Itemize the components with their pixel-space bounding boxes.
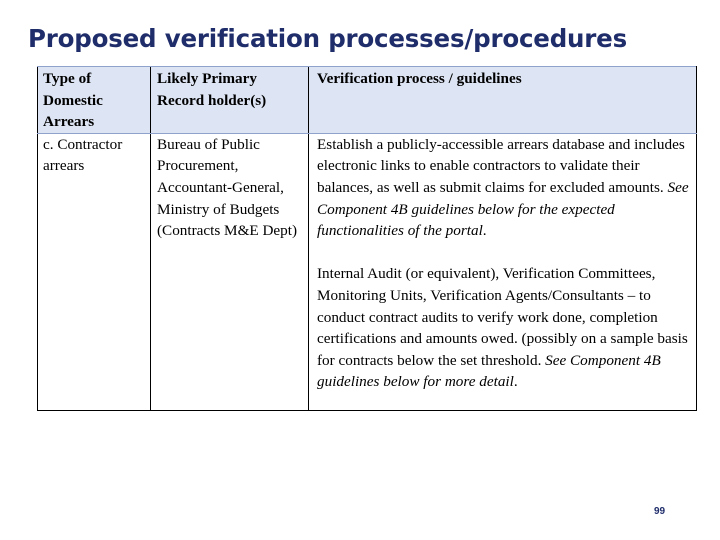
process-text: Internal Audit (or equivalent), Verification Committees, Monitoring Units, Verification Agents/Consultants – to conduct contract audits to verify work done, completion certifications and amounts owed. (possibly on a sample basis for contracts below the set threshold.: [317, 265, 688, 369]
cell-record-holder: Bureau of Public Procurement, Accountant-General, Ministry of Budgets (Contracts M&E Dept): [151, 133, 309, 410]
process-text-end: .: [513, 373, 518, 391]
slide-title: Proposed verification processes/procedures: [28, 24, 627, 53]
cell-arrears-type: c. Contractor arrears: [38, 133, 151, 410]
guideline-reference: See Component 4B guidelines below for the expected functionalities of the portal: [317, 178, 689, 240]
process-text-end: .: [482, 222, 487, 240]
guideline-reference: See Component 4B guidelines below for more detail: [317, 351, 661, 391]
process-paragraph-audit: [317, 263, 690, 393]
header-verification-process: Verification process / guidelines: [309, 67, 697, 134]
process-paragraph-database: [317, 134, 690, 242]
page-number: 99: [654, 506, 666, 517]
table-row: [38, 133, 697, 410]
table-header-row: [38, 67, 697, 134]
header-type-of-arrears: Type of Domestic Arrears: [38, 67, 151, 134]
cell-verification-process: [309, 133, 697, 410]
verification-table: [37, 66, 697, 411]
header-record-holder: Likely Primary Record holder(s): [151, 67, 309, 134]
process-text: Establish a publicly-accessible arrears database and includes electronic links to enable contractors to validate their balances, as well as submit claims for excluded amounts.: [317, 135, 685, 196]
